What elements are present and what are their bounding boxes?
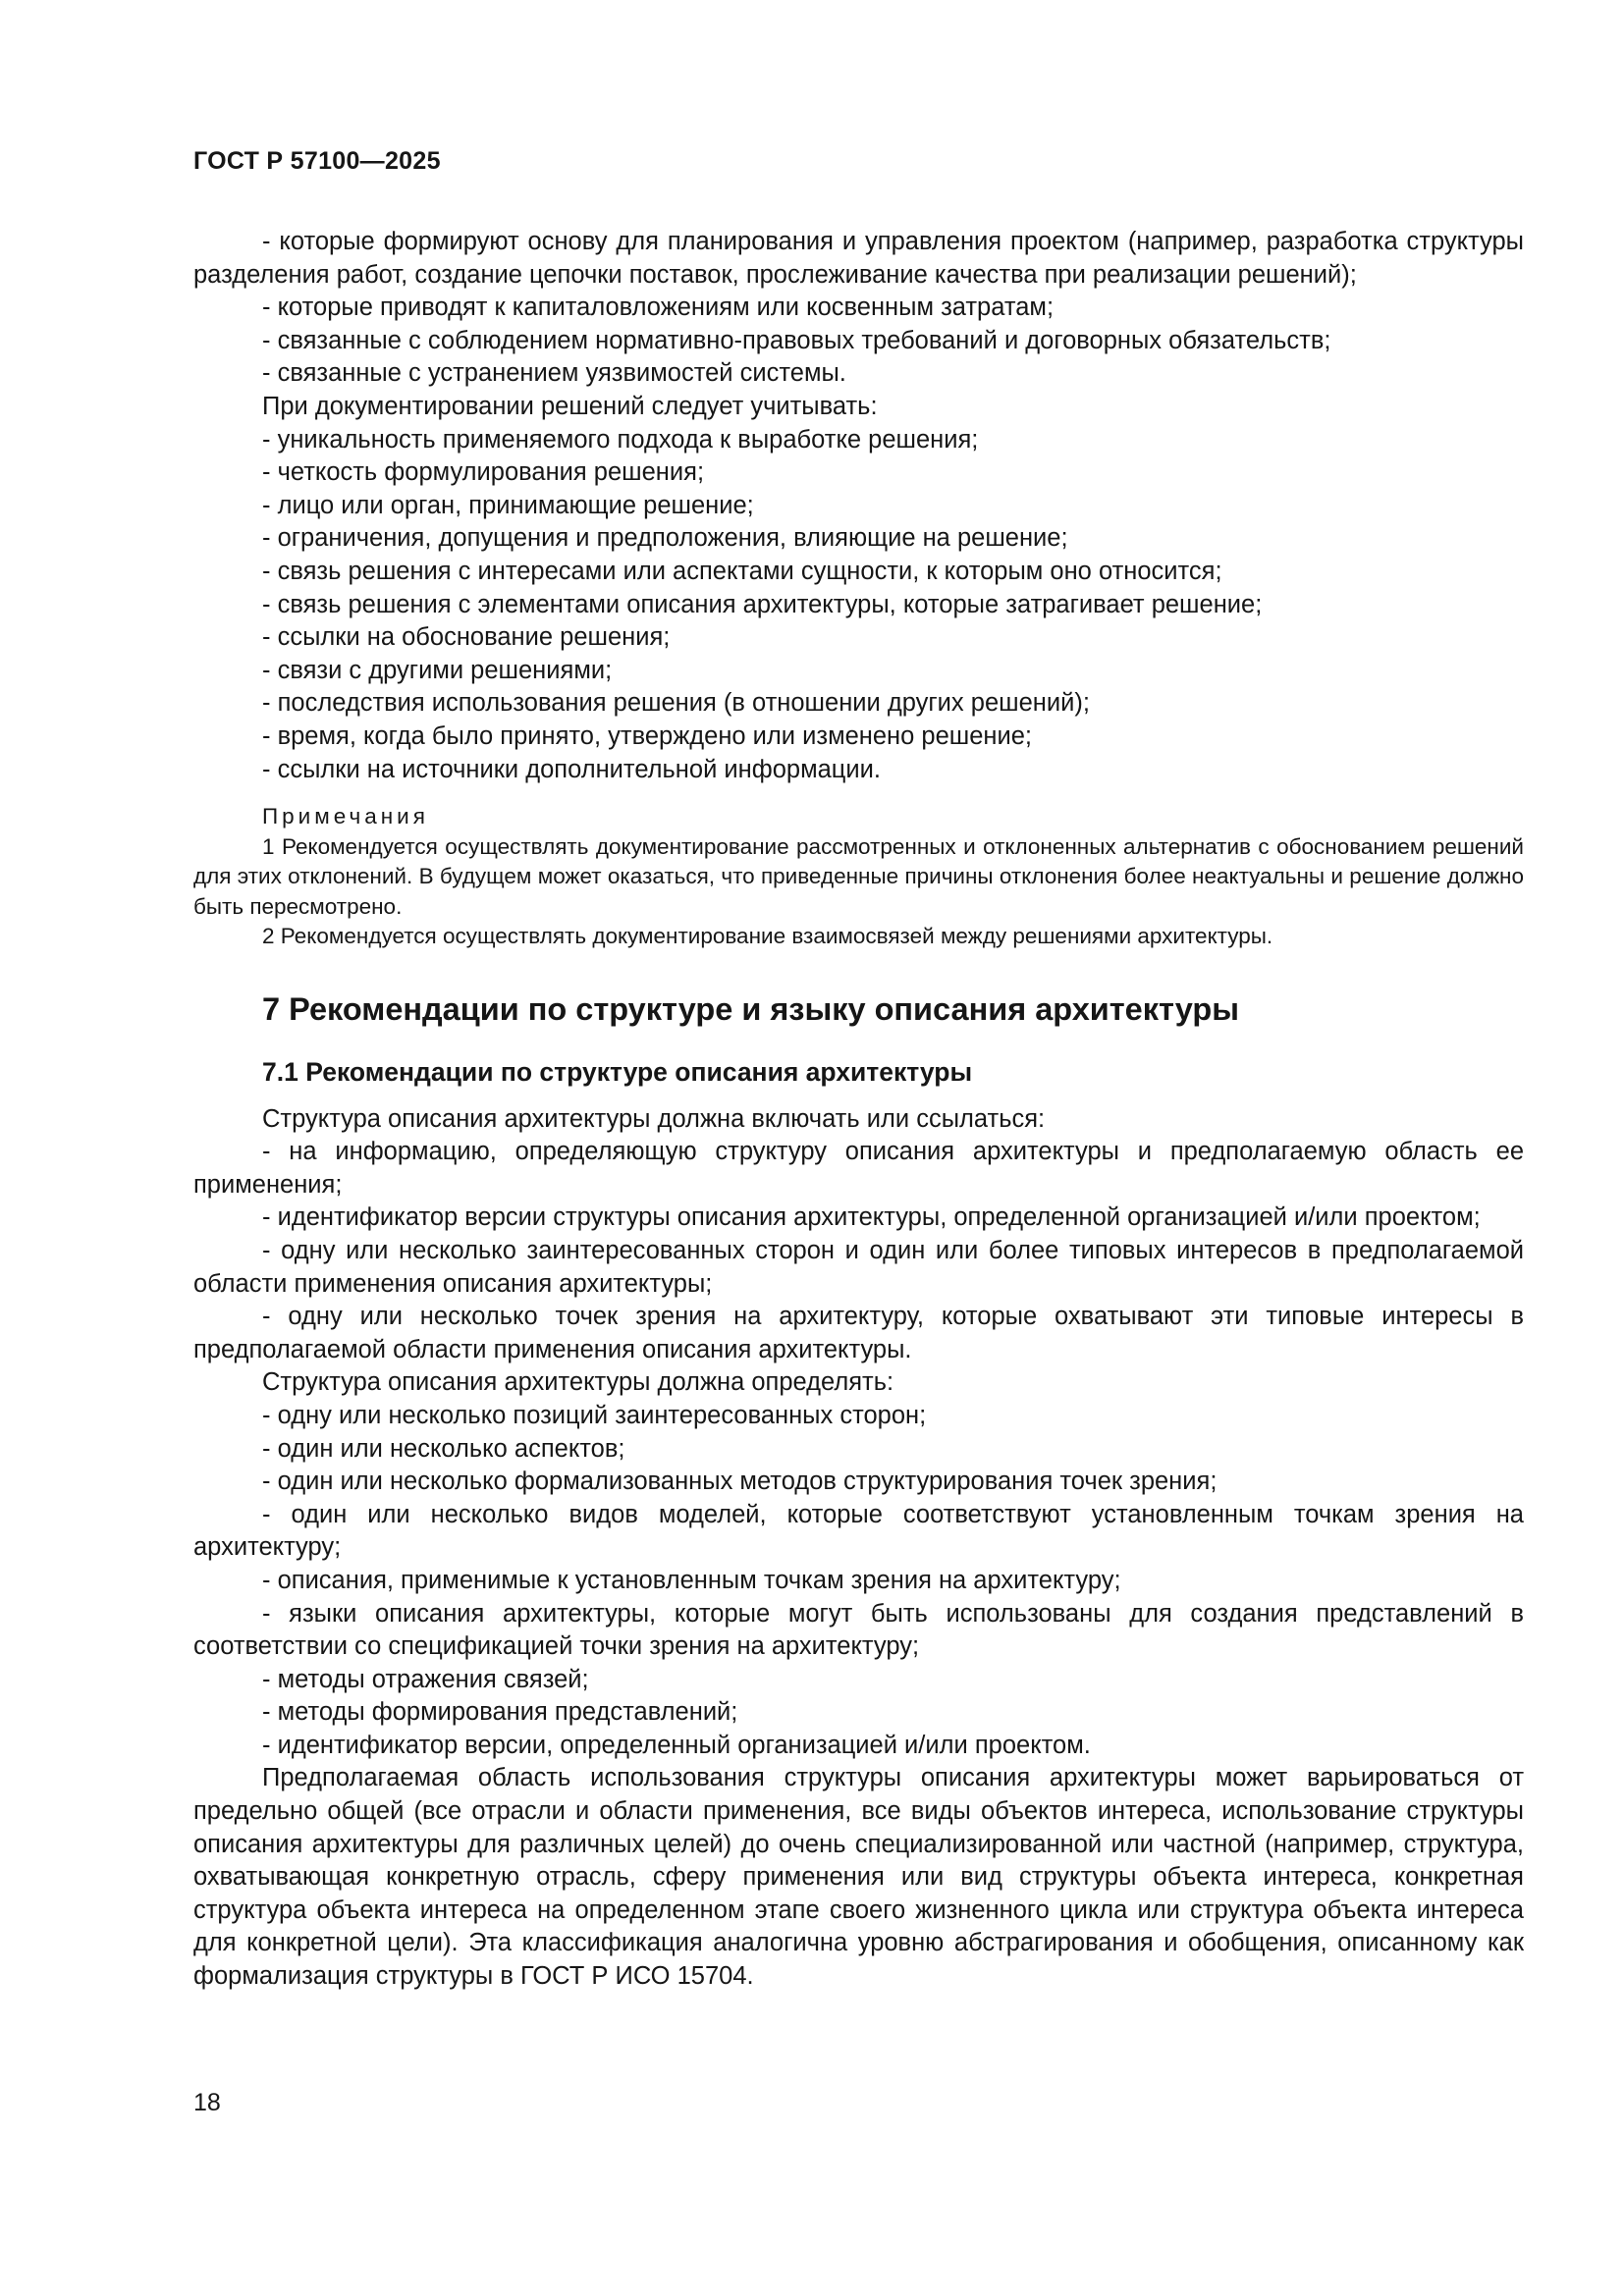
define-item-3: - один или несколько формализованных методов структурирования точек зрения;	[262, 1468, 1218, 1496]
note-2: 2 Рекомендуется осуществлять документирование взаимосвязей между решениями архитектуры.	[262, 924, 1273, 949]
include-lead: Структура описания архитектуры должна включать или ссылаться:	[262, 1104, 1046, 1133]
subsection-heading-7-1: 7.1 Рекомендации по структуре описания архитектуры	[262, 1056, 973, 1087]
notes-block	[193, 802, 1524, 952]
consider-item-10: - время, когда было принято, утверждено или изменено решение;	[262, 721, 1032, 750]
include-item-2: - идентификатор версии структуры описания архитектуры, определенной организацией и/или проектом;	[262, 1203, 1481, 1232]
define-item-6: - языки описания архитектуры, которые могут быть использованы для создания представлений в соответствии со спецификацией точки зрения на архитектуру;	[193, 1599, 1524, 1661]
page-content	[193, 226, 1524, 1994]
section-heading-7: 7 Рекомендации по структуре и языку описания архитектуры	[262, 990, 1239, 1027]
notes-title: Примечания	[262, 804, 429, 829]
intro-item-4: - связанные с устранением уязвимостей системы.	[262, 359, 846, 388]
consider-item-7: - ссылки на обоснование решения;	[262, 623, 671, 652]
define-item-8: - методы формирования представлений;	[262, 1698, 738, 1727]
define-item-4: - один или несколько видов моделей, которые соответствуют установленным точкам зрения на архитектуру;	[193, 1500, 1524, 1562]
include-item-1: - на информацию, определяющую структуру описания архитектуры и предполагаемую область ее применения;	[193, 1138, 1524, 1199]
define-item-5: - описания, применимые к установленным точкам зрения на архитектуру;	[262, 1566, 1121, 1594]
consider-item-3: - лицо или орган, принимающие решение;	[262, 491, 754, 519]
define-lead: Структура описания архитектуры должна определять:	[262, 1368, 894, 1397]
define-item-2: - один или несколько аспектов;	[262, 1434, 625, 1463]
define-item-1: - одну или несколько позиций заинтересованных сторон;	[262, 1401, 927, 1429]
intro-item-2: - которые приводят к капиталовложениям или косвенным затратам;	[262, 294, 1055, 322]
note-1: 1 Рекомендуется осуществлять документирование рассмотренных и отклоненных альтернатив с обоснованием решений для этих отклонений. В будущем может оказаться, что приведенные причины отклонения более неактуальны и решение должно быть пересмотрено.	[193, 833, 1524, 919]
include-item-4: - одну или несколько точек зрения на архитектуру, которые охватывают эти типовые интересы в предполагаемой области применения описания архитектуры.	[193, 1303, 1524, 1363]
consider-item-11: - ссылки на источники дополнительной информации.	[262, 755, 881, 783]
intro-item-1: - которые формируют основу для планирования и управления проектом (например, разработка структуры разделения работ, создание цепочки поставок, прослеживание качества при реализации решений);	[193, 228, 1524, 289]
define-item-9: - идентификатор версии, определенный организацией и/или проектом.	[262, 1731, 1091, 1759]
closing-paragraph: Предполагаемая область использования структуры описания архитектуры может варьироваться от предельно общей (все отрасли и области применения, все виды объектов интереса, использование структуры описания архитектуры для различных целей) до очень специализированной или частной (например, структура, охватывающая конкретную отрасль, сферу применения или вид структуры объекта интереса, конкретная структура объекта интереса на определенном этапе своего жизненного цикла или структура объекта интереса для конкретной цели). Эта классификация аналогична уровню абстрагирования и обобщения, описанному как формализация структуры в ГОСТ Р ИСО 15704.	[193, 1764, 1524, 1991]
consider-item-2: - четкость формулирования решения;	[262, 458, 705, 487]
consider-item-6: - связь решения с элементами описания архитектуры, которые затрагивает решение;	[262, 590, 1263, 618]
consider-item-9: - последствия использования решения (в отношении других решений);	[262, 689, 1090, 718]
consider-item-1: - уникальность применяемого подхода к выработке решения;	[262, 425, 979, 454]
consider-item-8: - связи с другими решениями;	[262, 656, 613, 684]
include-item-3: - одну или несколько заинтересованных сторон и один или более типовых интересов в предполагаемой области применения описания архитектуры;	[193, 1236, 1524, 1298]
consider-item-5: - связь решения с интересами или аспектами сущности, к которым оно относится;	[262, 557, 1222, 585]
intro-item-3: - связанные с соблюдением нормативно-правовых требований и договорных обязательств;	[262, 326, 1331, 354]
define-item-7: - методы отражения связей;	[262, 1665, 589, 1693]
consider-lead: При документировании решений следует учитывать:	[262, 392, 878, 420]
consider-item-4: - ограничения, допущения и предположения, влияющие на решение;	[262, 524, 1068, 553]
document-header: ГОСТ Р 57100—2025	[193, 147, 441, 175]
page-number: 18	[193, 2089, 221, 2116]
